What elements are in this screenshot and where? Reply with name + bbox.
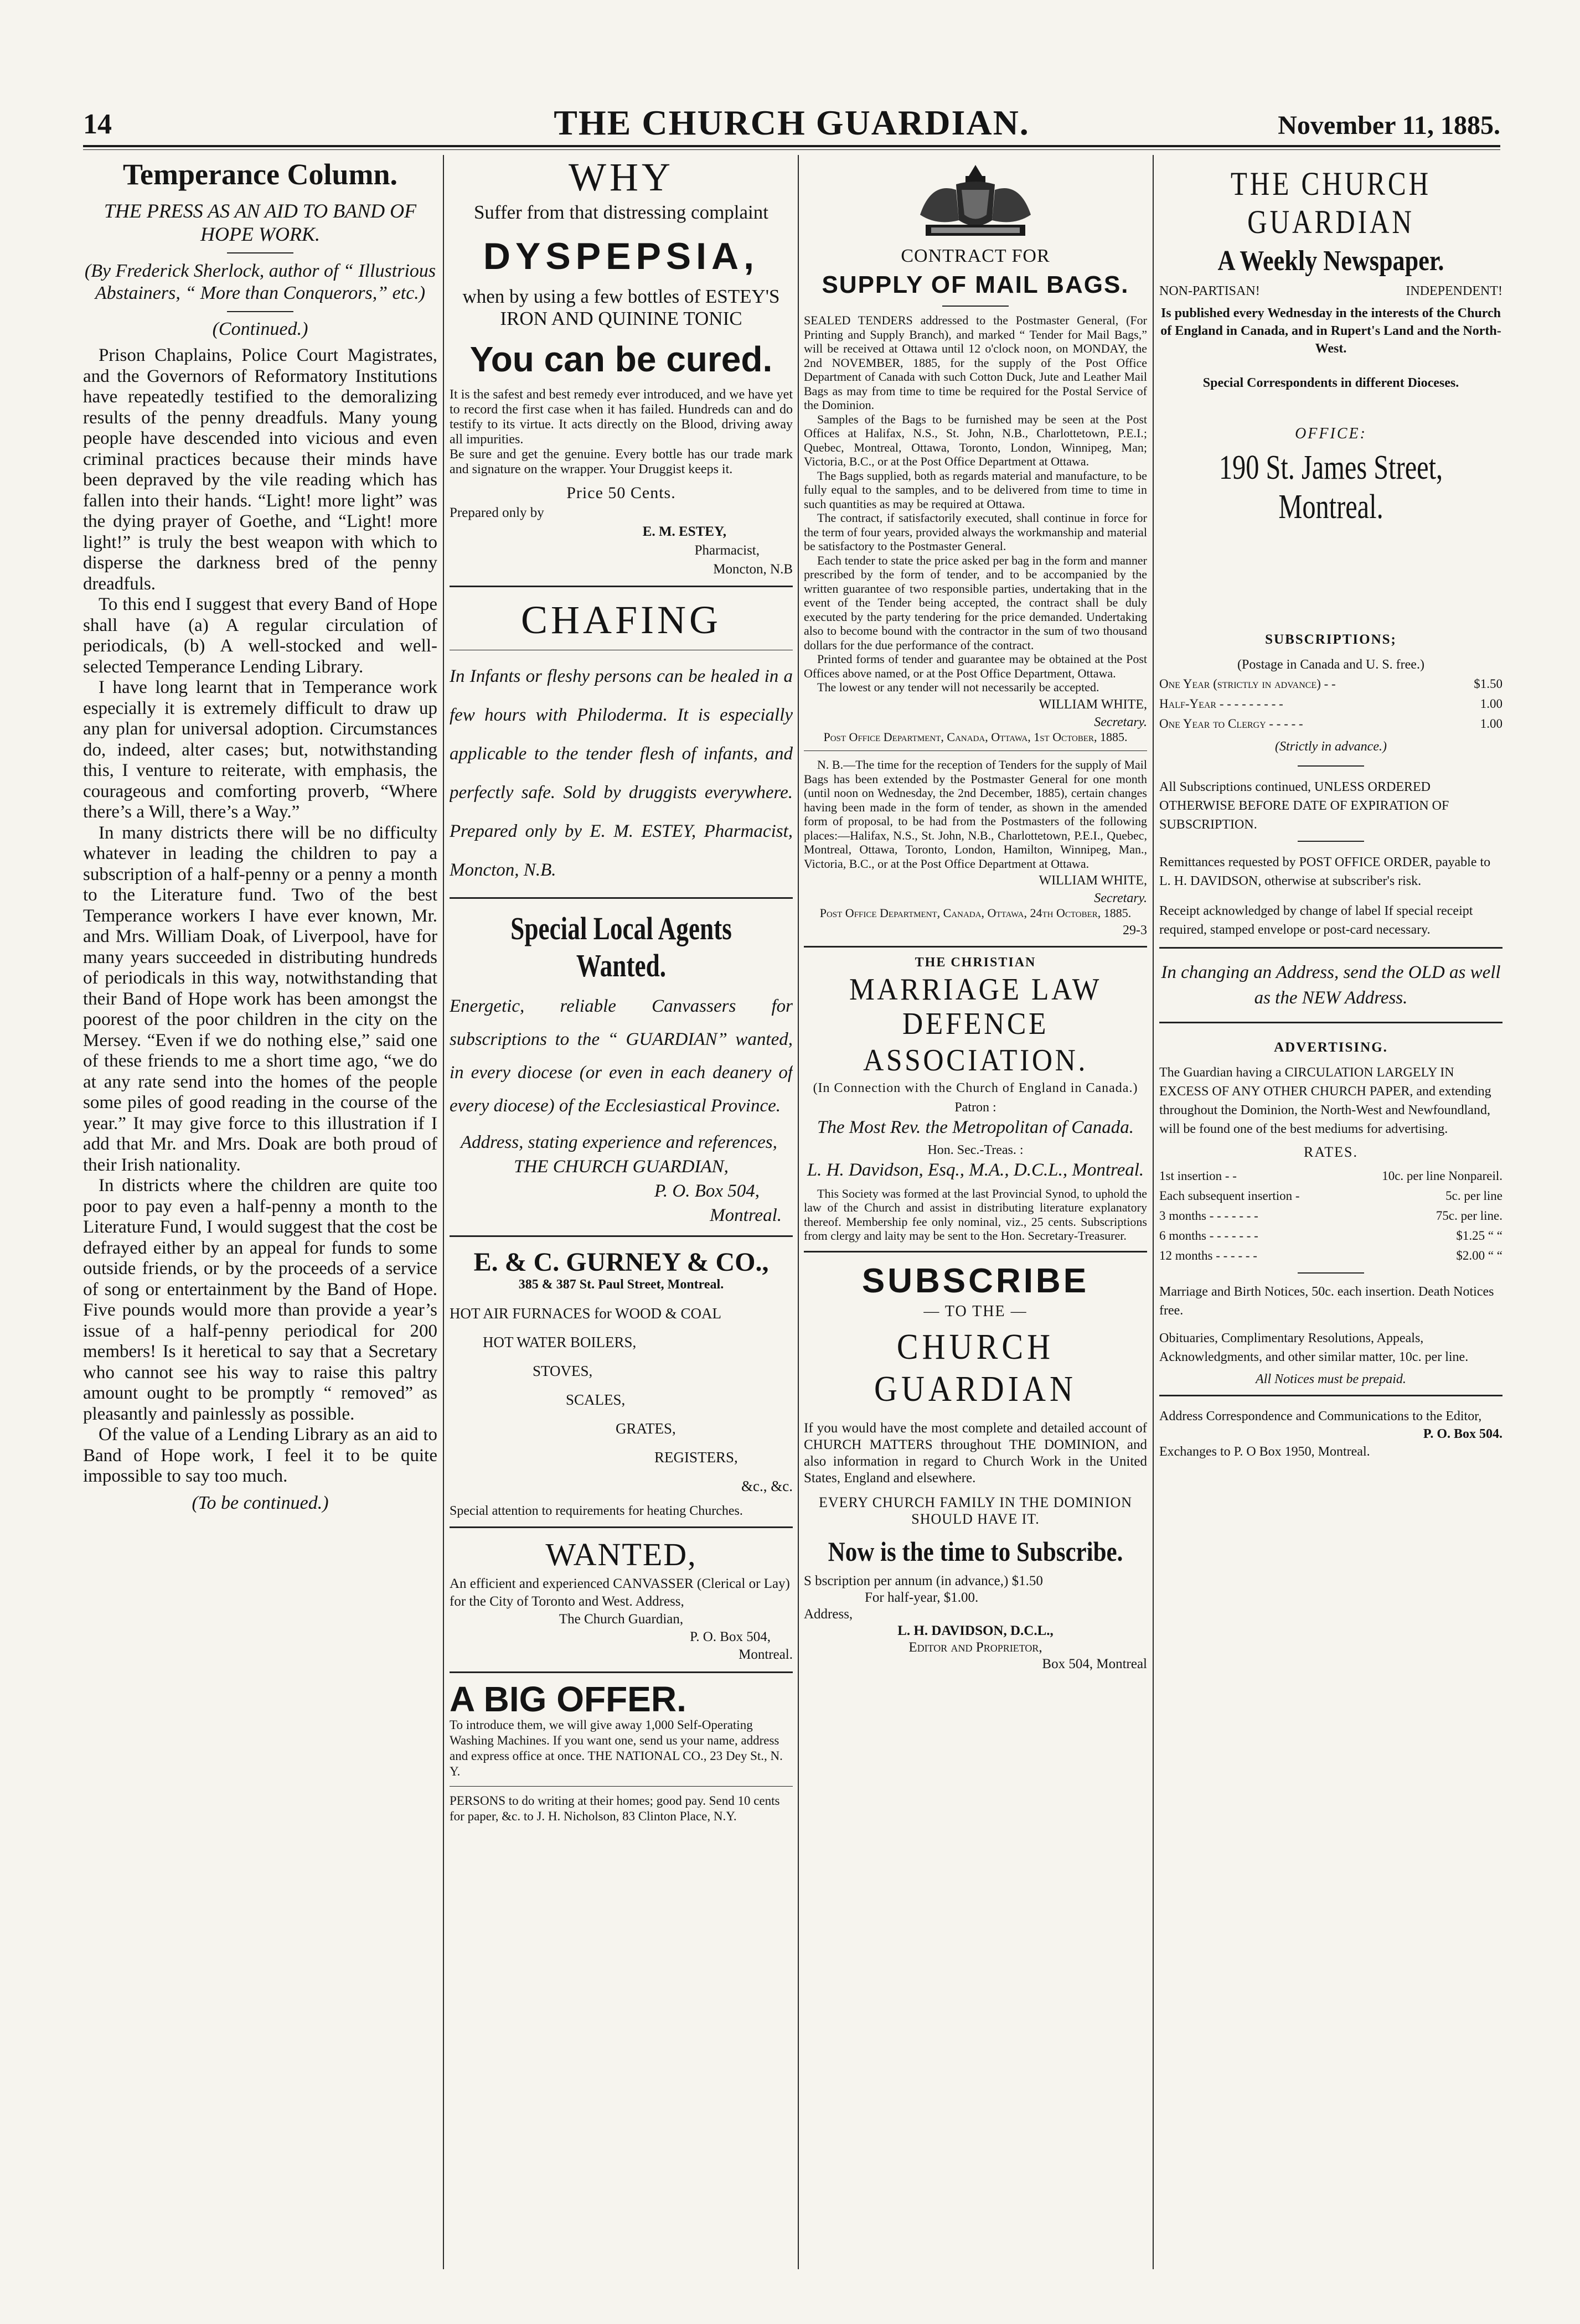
ad-wanted-heading: WANTED, [545, 1536, 697, 1572]
ad-rate-label: 1st insertion - - [1159, 1169, 1237, 1183]
article-paragraph: Of the value of a Lending Library as an aid to Band of Hope work, I feel it to be quite impossible to say too much. [83, 1425, 437, 1486]
royal-crest-icon [903, 159, 1047, 242]
column-notices [804, 155, 1147, 2324]
ad-gurney-item: REGISTERS, [654, 1449, 738, 1466]
ad-rate-label: Each subsequent insertion - [1159, 1189, 1300, 1203]
remittances: Remittances requested by POST OFFICE ORDER, payable to L. H. DAVIDSON, otherwise at subscriber's risk. [1159, 855, 1491, 888]
non-partisan: NON-PARTISAN! [1159, 284, 1260, 298]
published-text: Is published every Wednesday in the interests of the Church of England in Canada, and in Rupert's Land and the North-West. [1160, 306, 1501, 356]
editor-box: P. O. Box 504. [1423, 1427, 1502, 1441]
subscribe-price: S bscription per annum (in advance,) $1.50 [804, 1573, 1043, 1588]
changing-address: In changing an Address, send the OLD as well as the NEW Address. [1161, 962, 1501, 1008]
column-paper-info [1159, 155, 1502, 2324]
divider [450, 586, 793, 587]
ad-agents-cg: THE CHURCH GUARDIAN, [514, 1157, 729, 1177]
exchanges-note: Exchanges to P. O Box 1950, Montreal. [1159, 1445, 1370, 1459]
notice-contract: CONTRACT FOR [901, 246, 1050, 266]
page-number: 14 [83, 108, 112, 140]
newspaper-title: THE CHURCH GUARDIAN. [554, 103, 1030, 142]
notice-place: Post Office Department, Canada, Ottawa, 1st October, 1885. [823, 729, 1128, 744]
advertising-heading: ADVERTISING. [1274, 1040, 1388, 1055]
column-temperance [83, 155, 437, 2324]
ad-agents-city: Montreal. [710, 1205, 782, 1225]
section-heading: Temperance Column. [123, 158, 397, 191]
ad-why-heading: WHY [569, 155, 674, 199]
ad-gurney-address: 385 & 387 St. Paul Street, Montreal. [518, 1277, 724, 1292]
divider [1298, 1272, 1364, 1274]
ad-rate [1159, 1186, 1502, 1206]
ad-gurney-item: &c., &c. [741, 1478, 793, 1494]
association-title-2: ASSOCIATION. [863, 1043, 1088, 1078]
ad-big-offer-heading: A BIG OFFER. [450, 1679, 686, 1719]
rate-label: Half-Year - - - - - - - - - [1159, 697, 1283, 711]
notice-code: 29-3 [1123, 923, 1147, 938]
ad-remedy-text: It is the safest and best remedy ever introduced, and we have yet to record the first case when it has failed. Hundreds can and do testify to its virtue. It acts directly on the Blood, driving away all impurities. [450, 387, 793, 447]
hon-name: L. H. Davidson, Esq., M.A., D.C.L., Montreal. [807, 1160, 1144, 1180]
ad-estey-place: Moncton, N.B [713, 562, 793, 577]
correspondents-text: Special Correspondents in different Dioceses. [1202, 376, 1459, 390]
article-paragraph: To this end I suggest that every Band of Hope shall have (a) A regular circulation of periodicals, (b) A well-stocked and well-selected Temperance Lending Library. [83, 594, 437, 677]
ad-big-offer-text: To introduce them, we will give away 1,000 Self-Operating Washing Machines. If you want one, send us your name, address and express office at once. THE NATIONAL CO., 23 Dey St., N. Y. [450, 1718, 783, 1778]
ad-rate [1159, 1246, 1502, 1266]
notice-text: The Bags supplied, both as regards material and manufacture, to be fully equal to the samples, and to be delivered from time to time in such quantities as may be required at Ottawa. [804, 468, 1147, 511]
ad-remedy-text-2: Be sure and get the genuine. Every bottle has our trade mark and signature on the wrapper. Your Druggist keeps it. [450, 447, 793, 477]
paper-stance [1159, 284, 1502, 299]
subscribe-box: Box 504, Montreal [1042, 1656, 1147, 1671]
correspondence-note: Address Correspondence and Communications to the Editor, [1159, 1409, 1482, 1424]
ad-rate [1159, 1206, 1502, 1226]
association-connection: (In Connection with the Church of England in Canada.) [813, 1080, 1138, 1095]
ad-wanted-addr: Montreal. [739, 1647, 793, 1662]
subscription-rate [1159, 674, 1502, 694]
ad-chafing-text: In Infants or fleshy persons can be healed in a few hours with Philoderma. It is especially applicable to the tender flesh of infants, and perfectly safe. Sold by druggists everywhere. Prepared only by E. M. ESTEY, Pharmacist, Moncton, N.B. [450, 666, 793, 880]
ad-rate-value: $2.00 “ “ [1456, 1249, 1502, 1262]
column-divider [443, 155, 444, 2269]
divider [450, 1671, 793, 1673]
ad-estey-name: E. M. ESTEY, [642, 524, 726, 539]
ad-rate-label: 6 months - - - - - - - [1159, 1229, 1258, 1243]
ad-rate-value: $1.25 “ “ [1456, 1229, 1502, 1243]
office-address: 190 St. James Street, Montreal. [1218, 449, 1443, 526]
ad-persons-text: PERSONS to do writing at their homes; good pay. Send 10 cents for paper, &c. to J. H. Nicholson, 83 Clinton Place, N.Y. [450, 1794, 780, 1823]
subscribe-now: Now is the time to Subscribe. [828, 1535, 1123, 1567]
divider [804, 946, 1147, 948]
receipt-note: Receipt acknowledged by change of label If special receipt required, stamped envelope or post-card necessary. [1159, 904, 1473, 937]
divider [227, 311, 293, 312]
rate-label: One Year (strictly in advance) - - [1159, 677, 1336, 691]
notice-signature: WILLIAM WHITE, [1039, 697, 1147, 712]
ad-rate [1159, 1226, 1502, 1246]
ad-suffer-text: Suffer from that distressing complaint [473, 201, 769, 223]
divider [1159, 947, 1502, 949]
divider [450, 897, 793, 899]
divider [1159, 1395, 1502, 1396]
article-title: THE PRESS AS AN AID TO BAND OF HOPE WORK. [104, 200, 417, 245]
column-divider [1153, 155, 1154, 2269]
postage-note: (Postage in Canada and U. S. free.) [1237, 658, 1424, 672]
continued-note: (Continued.) [212, 319, 308, 339]
patron-name: The Most Rev. the Metropolitan of Canada. [817, 1117, 1134, 1137]
ad-agents-heading: Special Local Agents Wanted. [510, 910, 732, 984]
ad-rate-label: 3 months - - - - - - - [1159, 1209, 1258, 1223]
ad-dyspepsia: DYSPEPSIA, [483, 235, 760, 277]
notice-text: The lowest or any tender will not necessarily be accepted. [817, 680, 1099, 694]
subscribe-heading: SUBSCRIBE [861, 1261, 1090, 1300]
ad-prepared-by: Prepared only by [450, 505, 544, 520]
ad-rate [1159, 1166, 1502, 1186]
notice-signature-title: Secretary. [1094, 715, 1147, 729]
society-text: This Society was formed at the last Provincial Synod, to uphold the law of the Church and assist in distributing literature explanatory thereof. Membership fee only nominal, viz., 25 cents. Subscriptions from clergy and laity may be sent to the Hon. Secretary-Treasurer. [804, 1186, 1147, 1243]
ad-gurney-note: Special attention to requirements for heating Churches. [450, 1504, 743, 1518]
patron-label: Patron : [954, 1100, 996, 1115]
ad-wanted-addr: The Church Guardian, [559, 1612, 684, 1627]
association-title: MARRIAGE LAW DEFENCE [849, 972, 1102, 1041]
ad-gurney-item: GRATES, [616, 1420, 676, 1437]
ad-gurney-item: STOVES, [533, 1363, 593, 1379]
divider [942, 306, 1009, 307]
divider [450, 1235, 793, 1237]
subscribe-to-the: — TO THE — [923, 1302, 1027, 1320]
advertising-text: The Guardian having a CIRCULATION LARGELY IN EXCESS OF ANY OTHER CHURCH PAPER, and extending throughout the Dominion, the North-West and Newfoundland, will be found one of the best mediums for advertising. [1159, 1065, 1491, 1136]
prepaid-note: All Notices must be prepaid. [1256, 1372, 1406, 1386]
masthead [83, 102, 1500, 141]
divider [804, 1251, 1147, 1252]
ad-rate-value: 5c. per line [1445, 1189, 1502, 1203]
continued-subscriptions: All Subscriptions continued, UNLESS ORDERED OTHERWISE BEFORE DATE OF EXPIRATION OF SUBSCRIPTION. [1159, 780, 1449, 832]
notice-signature-title: Secretary. [1094, 891, 1147, 905]
obituaries: Obituaries, Complimentary Resolutions, Appeals, Acknowledgments, and other similar matter, 10c. per line. [1159, 1331, 1469, 1364]
rate-value: 1.00 [1480, 717, 1502, 731]
notice-text: The contract, if satisfactorily executed, shall continue in force for the term of four years, provided always the workmanship and material be satisfactory to the Postmaster General. [804, 511, 1147, 553]
article-paragraph: Prison Chaplains, Police Court Magistrates, and the Governors of Reformatory Institutions have repeatedly testified to the demoralizing results of the penny dreadfuls. Many young people have descended into vicious and even criminal practices because their minds have been depraved by the vile reading which has fallen into their hands. “Light! more light” was the dying prayer of Goethe, and “Light! more light!” is truly the best weapon with which to disperse the darkness bred of the penny dreadfuls. [83, 345, 437, 594]
subscription-rate [1159, 694, 1502, 714]
notice-text: SEALED TENDERS addressed to the Postmaster General, (For Printing and Supply Branch), and marked “ Tender for Mail Bags,” will be received at Ottawa until 12 o'clock noon, on MONDAY, the 2nd NOVEMBER, 1885, for the supply of the Post Office Department of Canada with such Cotton Duck, Jute and Leather Mail Bags as may from time to time be required for the Postal Service of the Dominion. [804, 313, 1147, 412]
subscribe-editor-role: Editor and Proprietor, [908, 1639, 1042, 1655]
ad-agents-text: Energetic, reliable Canvassers for subscriptions to the “ GUARDIAN” wanted, in every diocese (or even in each deanery of every diocese) of the Ecclesiastical Province. [450, 996, 793, 1116]
divider [450, 1526, 793, 1528]
to-be-continued: (To be continued.) [192, 1492, 329, 1513]
masthead-rule-thin [83, 149, 1500, 150]
ad-gurney-item: HOT WATER BOILERS, [483, 1334, 637, 1350]
ad-wanted-text: An efficient and experienced CANVASSER (Clerical or Lay) for the City of Toronto and West. Address, [450, 1576, 790, 1609]
rate-label: One Year to Clergy - - - - - [1159, 717, 1303, 731]
strictly-note: (Strictly in advance.) [1275, 739, 1387, 754]
masthead-rule [83, 145, 1500, 147]
issue-date: November 11, 1885. [1278, 111, 1500, 140]
ad-price: Price 50 Cents. [566, 484, 676, 502]
rate-value: $1.50 [1474, 677, 1502, 691]
notice-text: Samples of the Bags to be furnished may be seen at the Post Offices at Halifax, N.S., St. John, N.B., Charlottetown, P.E.I.; Quebec, Montreal, Ottawa, Toronto, London, Winnipeg, Man; Victoria, B.C., or at the Post Office Department at Ottawa. [804, 412, 1147, 468]
divider [1159, 1022, 1502, 1023]
office-label: OFFICE: [1295, 425, 1367, 442]
ad-agents-box: P. O. Box 504, [654, 1181, 760, 1201]
subscription-rate [1159, 714, 1502, 734]
ad-cured: You can be cured. [469, 339, 773, 379]
byline: (By Frederick Sherlock, author of “ Illustrious Abstainers, “ More than Conquerors,” etc.) [84, 261, 436, 303]
ad-chafing-heading: CHAFING [520, 598, 722, 642]
notice-supply-heading: SUPPLY OF MAIL BAGS. [822, 271, 1129, 298]
subscribe-church-guardian: CHURCH GUARDIAN [874, 1326, 1077, 1409]
article-paragraph: In many districts there will be no difficulty whatever in leading the children to pay a subscription of a half-penny or a penny a month to the Literature fund. Two of the best Temperance workers I have ever known, Mr. and Mrs. William Doak, of Liverpool, have for many years succeeded in distributing hundreds of periodicals in this way, notwithstanding that their Band of Hope work has been amongst the poorest of the poor children in the city on the Mersey. “Even if we do nothing else,” said one of these friends to me a short time ago, “we do at any rate send into the homes of the people some piles of good reading in the course of the year.” It may give force to this illustration if I add that Mr. and Mrs. Doak are both proud of their Irish nationality. [83, 822, 437, 1175]
paper-subtitle: A Weekly Newspaper. [1217, 245, 1444, 277]
article-paragraph: In districts where the children are quite too poor to pay even a half-penny a month to the Literature Fund, I would suggest that the cost be defrayed either by an appeal for funds to some outside friends, or by the proceeds of a service of song or entertainment by the Band of Hope. Five pounds would more than provide a year’s issue of a half-penny periodical for 200 members! Is it heretical to say that a Secretary who cannot see his way to raise this paltry amount ought to be promptly “ removed” as pleasantly and painlessly as possible. [83, 1176, 437, 1424]
divider [227, 252, 293, 253]
ad-gurney-heading: E. & C. GURNEY & CO., [473, 1248, 769, 1277]
subscribe-address-label: Address, [804, 1606, 853, 1622]
column-divider [798, 155, 799, 2269]
notice-nb: N. B.—The time for the reception of Tenders for the supply of Mail Bags has been extended by the Postmaster General for one month (until noon on Wednesday, the 2nd December, 1885), certain changes having been made in the form of tender, as shown in the amended form of proposal, to be had from the Postmasters of the following places:—Halifax, N.S., St. John, N.B., Charlottetown, P.E.I., Quebec, Montreal, Ottawa, Toronto, London, Hamilton, Winnipeg, Man., Victoria, B.C., or at the Post Office Department at Ottawa. [804, 758, 1147, 871]
notice-place: Post Office Department, Canada, Ottawa, 24th October, 1885. [819, 906, 1132, 920]
article-paragraph: I have long learnt that in Temperance work especially it is extremely difficult to draw up any plan for universal adoption. Circumstances do, indeed, alter cases; but, notwithstanding this, I venture to reiterate, with emphasis, the courageous and comforting proverb, “Where there’s a Will, there’s a Way.” [83, 677, 437, 822]
subscribe-editor-name: L. H. DAVIDSON, D.C.L., [897, 1623, 1054, 1638]
subscribe-every-family: EVERY CHURCH FAMILY IN THE DOMINION SHOULD HAVE IT. [818, 1494, 1133, 1527]
subscriptions-heading: SUBSCRIPTIONS; [1265, 632, 1397, 647]
ad-rate-label: 12 months - - - - - - [1159, 1249, 1257, 1262]
subscribe-text: If you would have the most complete and detailed account of CHURCH MATTERS throughout THE DOMINION, and also information in regard to Church Work in the United States, England and elsewhere. [804, 1420, 1147, 1486]
ad-rate-value: 75c. per line. [1436, 1209, 1502, 1223]
ad-gurney-item: SCALES, [566, 1391, 626, 1408]
hon-label: Hon. Sec.-Treas. : [927, 1142, 1024, 1157]
rate-value: 1.00 [1480, 697, 1502, 711]
notice-text: Printed forms of tender and guarantee may be obtained at the Post Offices above named, or at the Post Office Department, Ottawa. [804, 652, 1147, 680]
ad-gurney-item: HOT AIR FURNACES for WOOD & COAL [450, 1305, 722, 1322]
marriage-notices: Marriage and Birth Notices, 50c. each insertion. Death Notices free. [1159, 1285, 1494, 1318]
divider [1298, 841, 1364, 842]
divider [1298, 765, 1364, 767]
notice-text: Each tender to state the price asked per bag in the form and manner prescribed by the form of tender, and to be accompanied by the written guarantee of two responsible parties, undertaking that in the event of the Tender being accepted, the contract shall be duly executed by the party tendering for the price demanded. Undertaking also to become bound with the contractor in the sum of two thousand dollars for the due performance of the contract. [804, 553, 1147, 652]
independent: INDEPENDENT! [1406, 284, 1502, 298]
column-advertisements [450, 155, 793, 2324]
ad-estey-title: Pharmacist, [694, 543, 760, 558]
notice-signature: WILLIAM WHITE, [1039, 873, 1147, 888]
paper-title: THE CHURCH GUARDIAN [1230, 165, 1432, 240]
divider [450, 1786, 793, 1787]
ad-wanted-addr: P. O. Box 504, [690, 1629, 771, 1644]
subscribe-half-year: For half-year, $1.00. [865, 1590, 979, 1605]
ad-rate-value: 10c. per line Nonpareil. [1382, 1169, 1502, 1183]
ad-tonic-text: when by using a few bottles of ESTEY'S IRON AND QUININE TONIC [462, 286, 780, 329]
rates-heading: RATES. [1304, 1144, 1358, 1160]
divider [804, 750, 1147, 751]
ad-agents-address: Address, stating experience and references, [461, 1132, 777, 1152]
association-kicker: THE CHRISTIAN [915, 955, 1036, 970]
